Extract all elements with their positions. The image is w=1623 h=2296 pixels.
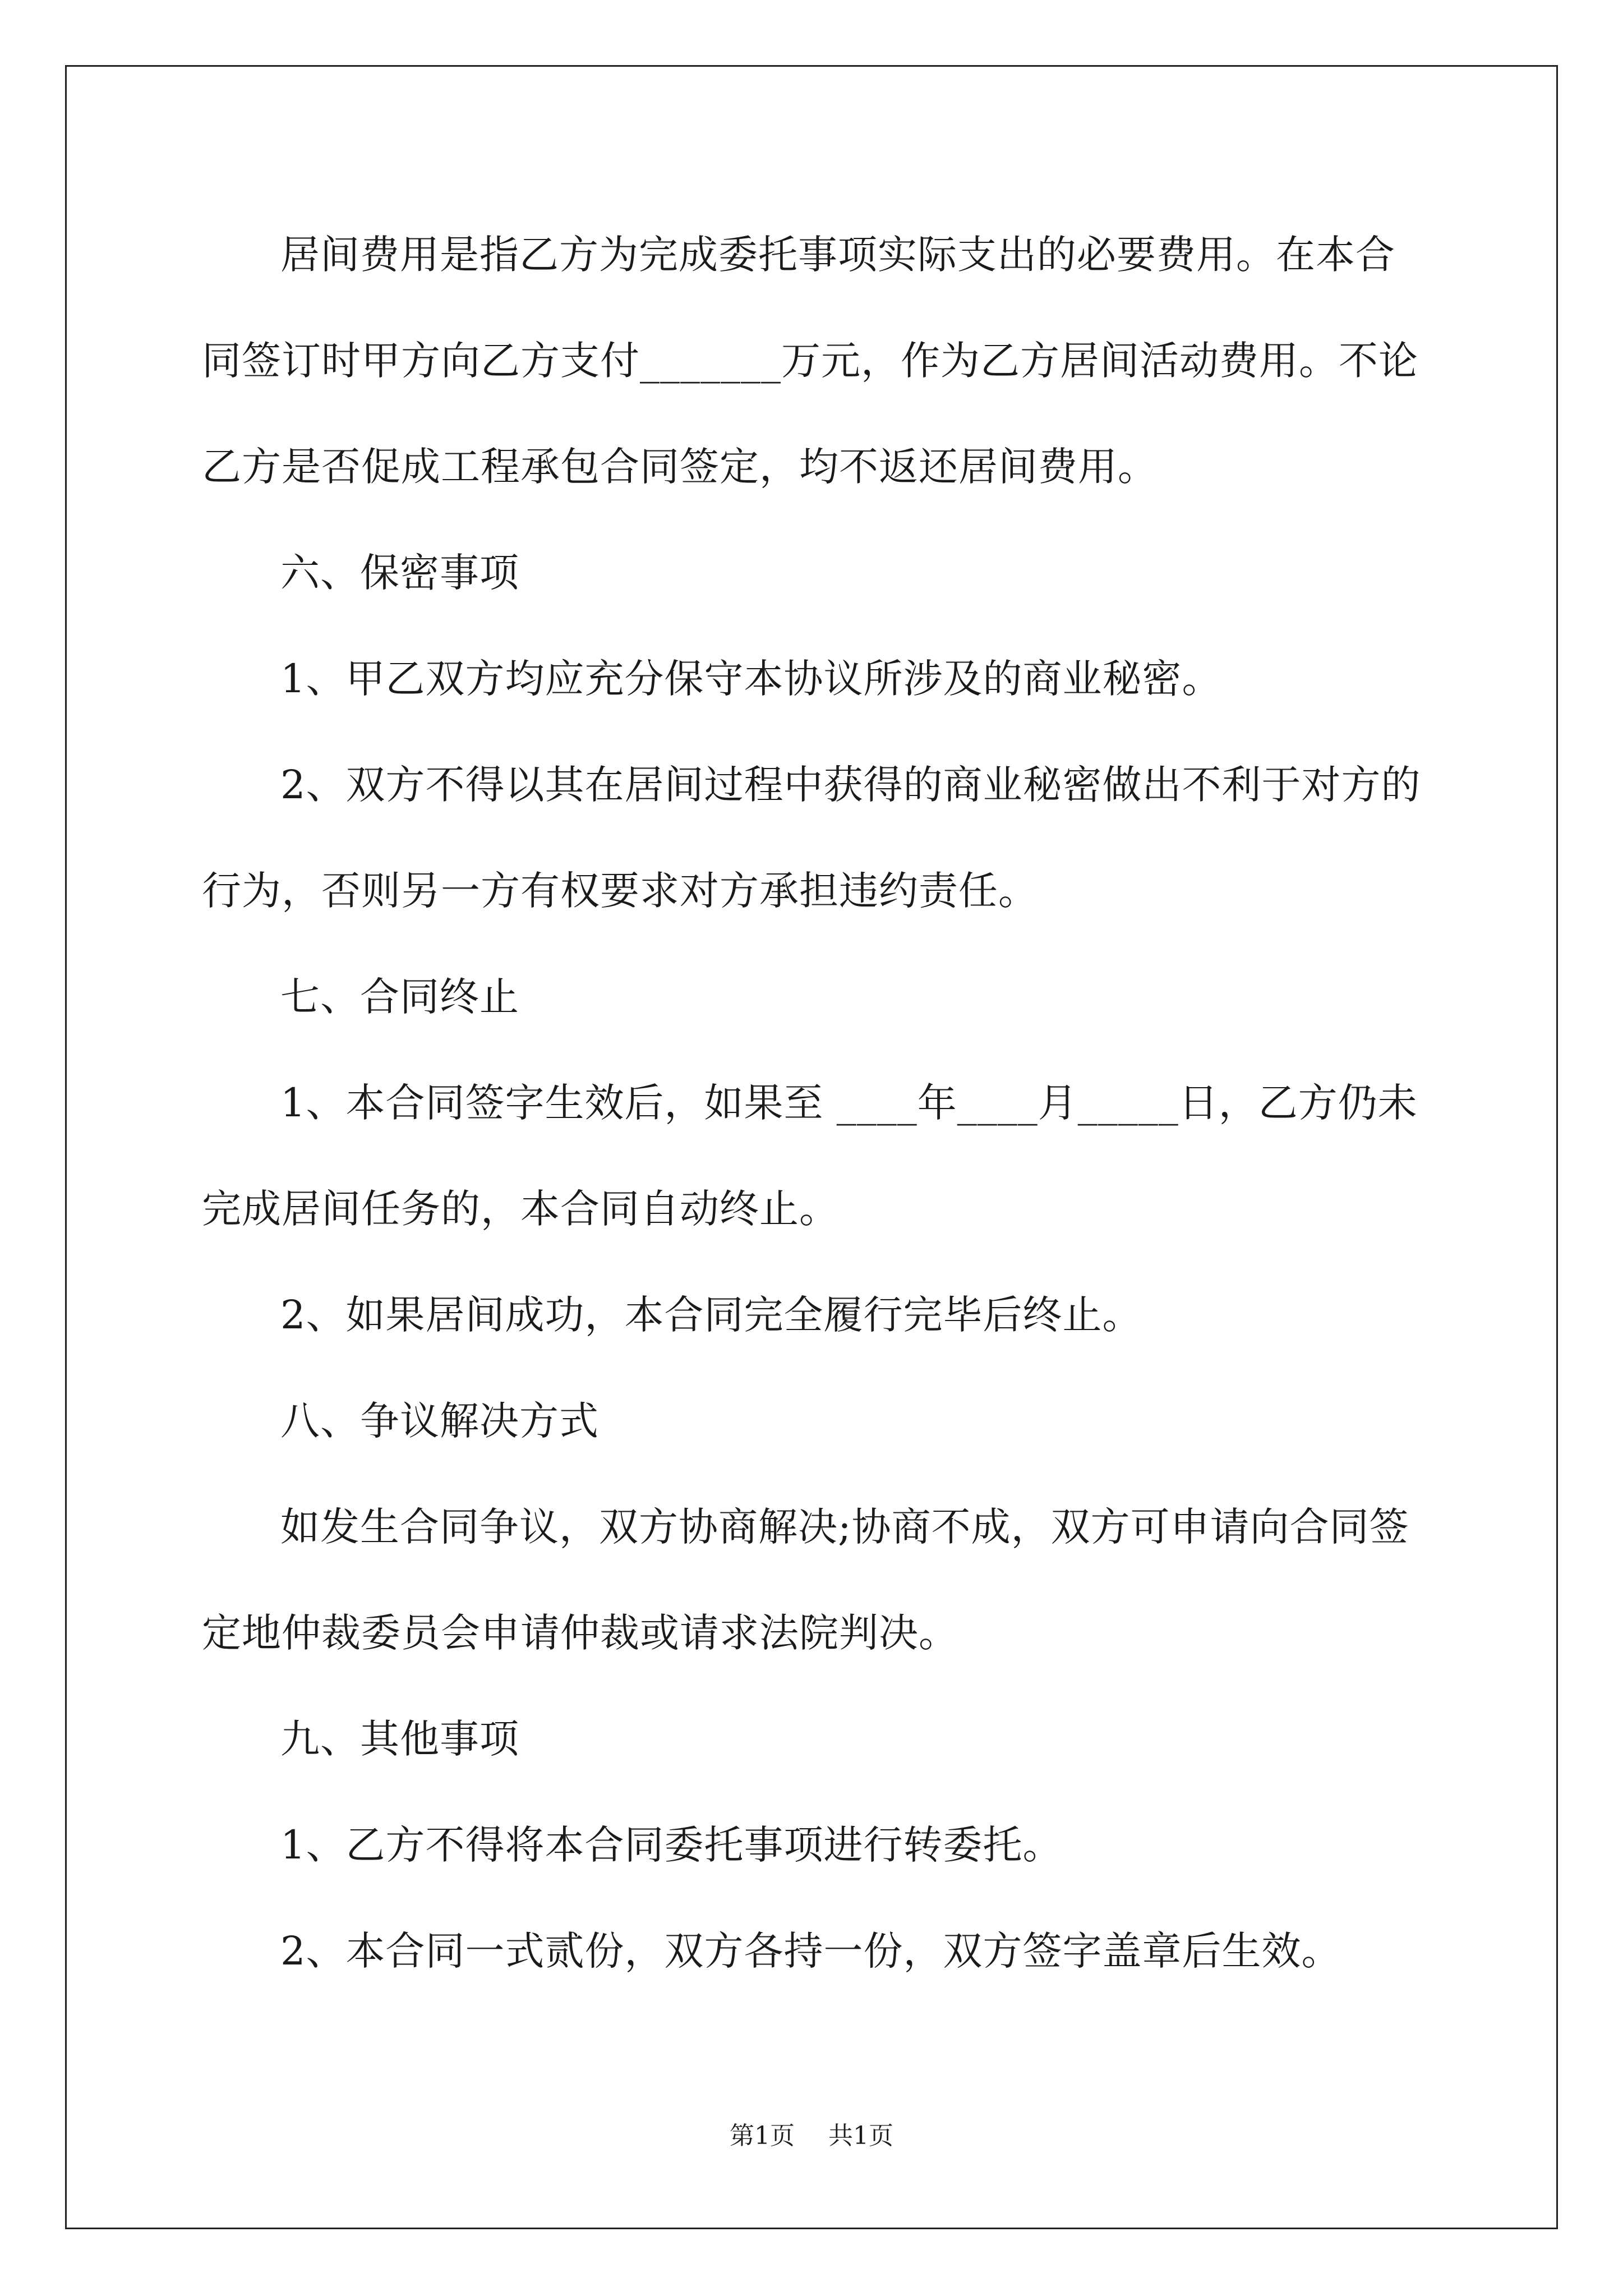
clause-termination-1-line2: 完成居间任务的，本合同自动终止。 bbox=[202, 1186, 839, 1232]
clause-other-1: 1、乙方不得将本合同委托事项进行转委托。 bbox=[280, 1822, 1063, 1868]
section-heading-termination: 七、合同终止 bbox=[280, 974, 519, 1020]
clause-confidentiality-2: 2、双方不得以其在居间过程中获得的商业秘密做出不利于对方的 bbox=[280, 762, 1421, 808]
page-footer bbox=[0, 2119, 1623, 2153]
clause-other-2: 2、本合同一式贰份，双方各持一份，双方签字盖章后生效。 bbox=[280, 1928, 1341, 1974]
section-heading-dispute: 八、争议解决方式 bbox=[280, 1398, 599, 1444]
clause-dispute-line2: 定地仲裁委员会申请仲裁或请求法院判决。 bbox=[202, 1610, 958, 1656]
clause-confidentiality-2-line2: 行为，否则另一方有权要求对方承担违约责任。 bbox=[202, 868, 1038, 914]
clause-termination-1: 1、本合同签字生效后，如果至 ____年____月_____日，乙方仍未 bbox=[280, 1080, 1418, 1126]
clause-confidentiality-1: 1、甲乙双方均应充分保守本协议所涉及的商业秘密。 bbox=[280, 656, 1222, 702]
page-number-current: 第1页 bbox=[730, 2122, 795, 2150]
paragraph-fee-definition-line2: 同签订时甲方向乙方支付_______万元，作为乙方居间活动费用。不论 bbox=[202, 338, 1418, 384]
section-heading-confidentiality: 六、保密事项 bbox=[280, 550, 519, 596]
section-heading-other: 九、其他事项 bbox=[280, 1716, 519, 1762]
paragraph-fee-definition: 居间费用是指乙方为完成委托事项实际支出的必要费用。在本合 bbox=[280, 232, 1395, 278]
page-number-total: 共1页 bbox=[828, 2122, 893, 2150]
clause-termination-2: 2、如果居间成功，本合同完全履行完毕后终止。 bbox=[280, 1292, 1142, 1338]
clause-dispute: 如发生合同争议，双方协商解决;协商不成，双方可申请向合同签 bbox=[280, 1504, 1409, 1550]
paragraph-fee-definition-line3: 乙方是否促成工程承包合同签定，均不返还居间费用。 bbox=[202, 444, 1158, 490]
document-body bbox=[202, 202, 1430, 2004]
